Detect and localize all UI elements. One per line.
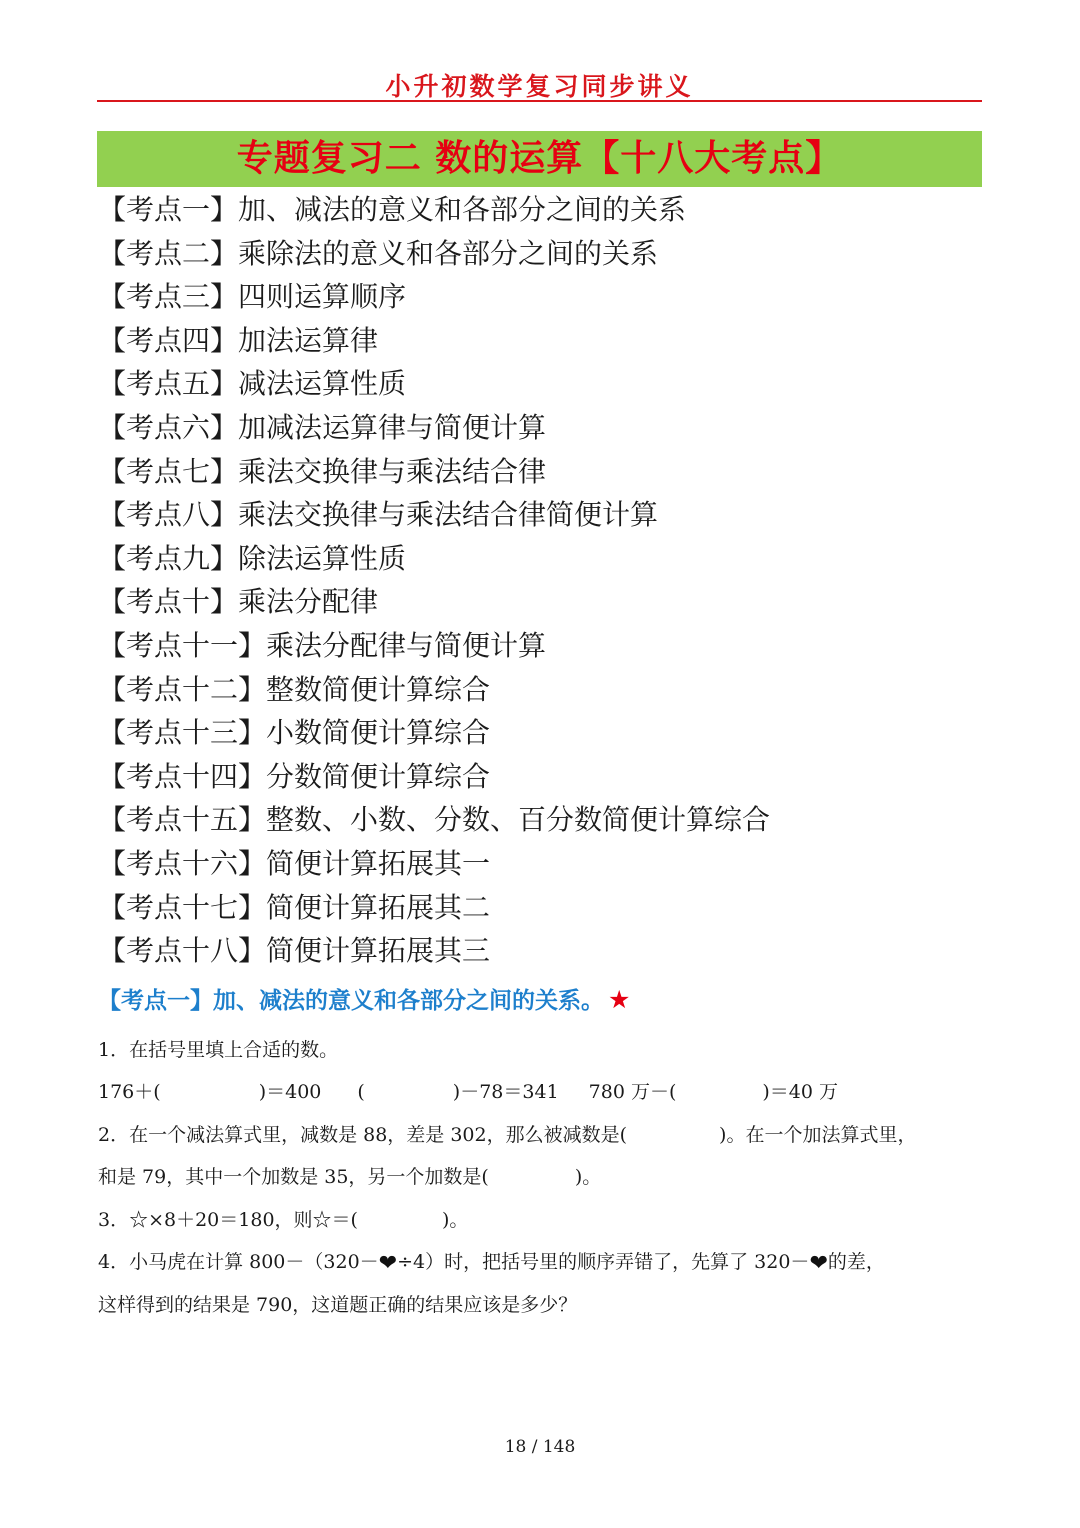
toc-item-tag: 【考点九】 [98,541,239,575]
toc-item-text: 减法运算性质 [238,367,407,401]
question-4-text-b: ÷4）时，把括号里的顺序弄错了，先算了 320－ [397,1251,810,1273]
question-4-line-1 [98,1241,990,1283]
toc-item-text: 四则运算顺序 [238,280,407,314]
toc-item [98,842,988,886]
toc-item-tag: 【考点四】 [98,323,239,357]
toc-item [98,798,988,842]
question-3-text-a: 3．☆×8＋20＝180，则☆＝( [98,1209,358,1231]
toc-item-text: 乘除法的意义和各部分之间的关系 [238,236,659,270]
toc-item-tag: 【考点十】 [98,585,239,619]
toc-item-tag: 【考点三】 [98,280,239,314]
toc-item-text: 分数简便计算综合 [266,759,491,793]
question-1-equations [98,1071,990,1113]
section-heading-text: 【考点一】加、减法的意义和各部分之间的关系。 [98,988,604,1014]
toc-item [98,450,988,494]
toc-item-tag: 【考点二】 [98,236,239,270]
question-2-line-2 [98,1156,990,1198]
heart-icon: ❤ [809,1251,828,1276]
toc-item-text: 乘法分配律 [238,585,379,619]
toc-item-text: 乘法交换律与乘法结合律简便计算 [238,498,659,532]
toc-item-text: 小数简便计算综合 [266,716,491,750]
toc-item [98,580,988,624]
question-4-text-a: 4．小马虎在计算 800－（320－ [98,1251,379,1273]
topic-title-banner: 专题复习二 数的运算【十八大考点】 [97,131,982,187]
toc-item-text: 除法运算性质 [238,541,407,575]
toc-item [98,406,988,450]
toc-item [98,755,988,799]
toc-item-tag: 【考点十一】 [98,628,267,662]
toc-item-text: 整数、小数、分数、百分数简便计算综合 [266,803,771,837]
toc-item [98,668,988,712]
toc-item-tag: 【考点十四】 [98,759,267,793]
toc-item-text: 简便计算拓展其一 [266,846,491,880]
toc-item-text: 简便计算拓展其三 [266,934,491,968]
toc-item [98,275,988,319]
toc-item-text: 加法运算律 [238,323,379,357]
toc-item [98,537,988,581]
toc-item-tag: 【考点十七】 [98,890,267,924]
equation-a-suffix: )＝400 [258,1081,322,1103]
toc-item-tag: 【考点六】 [98,410,239,444]
toc-item [98,232,988,276]
toc-item-text: 乘法交换律与乘法结合律 [238,454,547,488]
toc-item [98,319,988,363]
header-divider [97,100,982,102]
toc-item-tag: 【考点七】 [98,454,239,488]
toc-item-text: 加、减法的意义和各部分之间的关系 [238,193,687,226]
question-3-text-b: )。 [441,1209,469,1231]
equation-b-prefix: ( [357,1081,365,1103]
equation-c-prefix: 780 万－( [588,1081,677,1103]
question-4-line-2: 这样得到的结果是 790，这道题正确的结果应该是多少？ [98,1294,578,1316]
toc-item-tag: 【考点一】 [98,193,239,226]
toc-item-text: 简便计算拓展其二 [266,890,491,924]
question-2-text-d: )。 [574,1166,602,1188]
toc-item [98,886,988,930]
section-heading [98,980,630,1020]
toc-item-tag: 【考点八】 [98,498,239,532]
toc-item-text: 乘法分配律与简便计算 [266,628,547,662]
equation-c-suffix: )＝40 万 [762,1081,839,1103]
toc-item-tag: 【考点十三】 [98,716,267,750]
question-2-text-c: 和是 79，其中一个加数是 35，另一个加数是( [98,1166,489,1188]
toc-item [98,929,988,973]
question-1-title: 1．在括号里填上合适的数。 [98,1039,339,1061]
page-number: 18 / 148 [504,1437,576,1457]
toc-item-tag: 【考点十二】 [98,672,267,706]
toc-item-tag: 【考点十六】 [98,846,267,880]
toc-item-text: 整数简便计算综合 [266,672,491,706]
toc-item-tag: 【考点十八】 [98,934,267,968]
question-2-text-a: 2．在一个减法算式里，减数是 88，差是 302，那么被减数是( [98,1124,628,1146]
equation-b-suffix: )－78＝341 [452,1081,559,1103]
toc-item-tag: 【考点五】 [98,367,239,401]
document-header-title: 小升初数学复习同步讲义 [385,72,694,101]
toc-item [98,493,988,537]
star-icon: ★ [608,985,631,1014]
question-2-text-b: )。在一个加法算式里， [719,1124,917,1146]
toc-item [98,711,988,755]
toc-item-tag: 【考点十五】 [98,803,267,837]
toc-item [98,188,988,232]
toc-item [98,362,988,406]
toc-item-text: 加减法运算律与简便计算 [238,410,547,444]
toc-item [98,624,988,668]
question-3 [98,1199,990,1241]
question-2-line-1 [98,1114,990,1156]
heart-icon: ❤ [378,1251,398,1276]
equation-a-prefix: 176＋( [98,1081,161,1103]
topic-list [98,188,988,973]
question-4-text-c: 的差， [827,1251,885,1273]
